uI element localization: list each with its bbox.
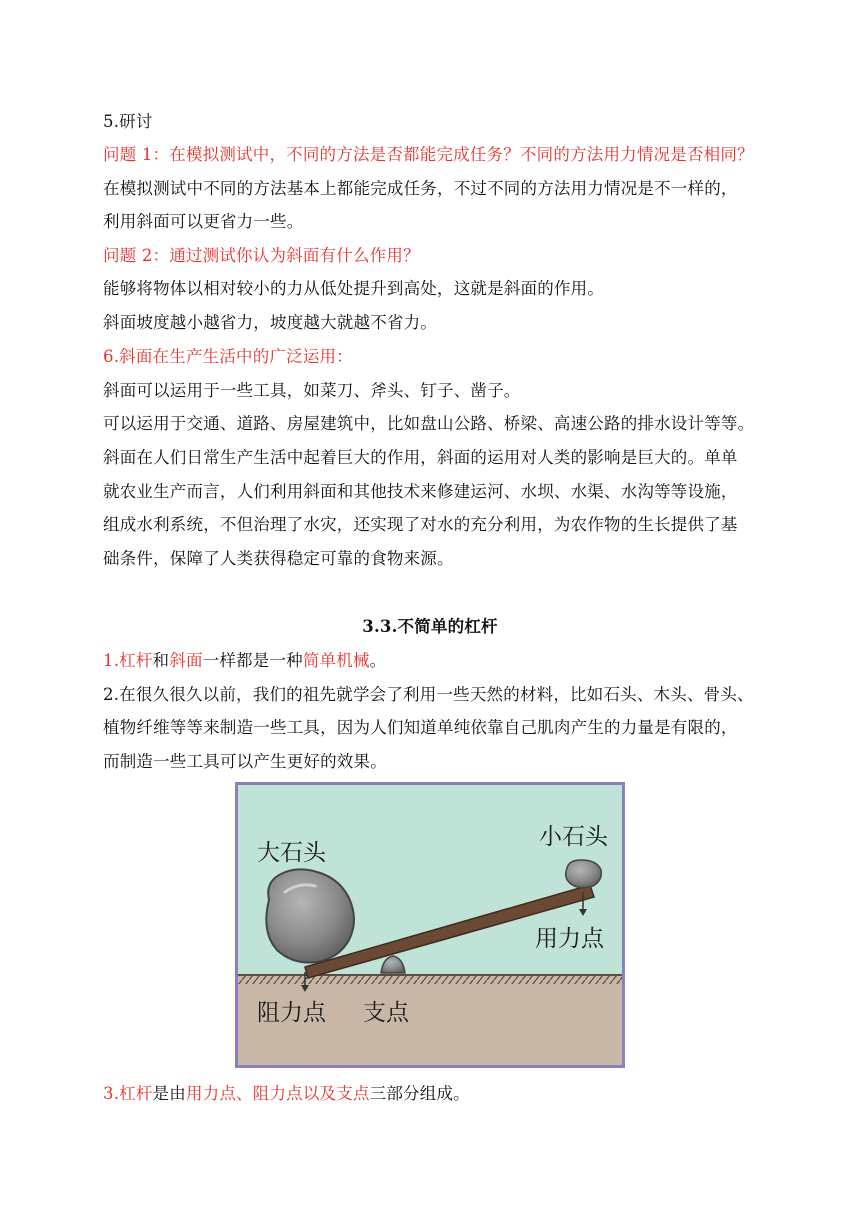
lever-diagram-svg [235, 782, 625, 1068]
point-3-parts: 用力点、阻力点以及支点 [185, 1084, 370, 1103]
lesson-point-3 [103, 1083, 763, 1105]
small-stone [566, 860, 602, 888]
lever-illustration [235, 782, 625, 1068]
answer-1-line-2: 利用斜面可以更省力一些。 [103, 212, 304, 231]
lesson-point-2-line-1: 2.在很久很久以前，我们的祖先就学会了利用一些天然的材料，比如石头、木头、骨头、 [103, 685, 754, 704]
section6-line-6: 础条件，保障了人类获得稳定可靠的食物来源。 [103, 549, 454, 568]
answer-1-line-1: 在模拟测试中不同的方法基本上都能完成任务，不过不同的方法用力情况是不一样的， [103, 179, 738, 198]
section6-line-1: 斜面可以运用于一些工具，如菜刀、斧头、钉子、凿子。 [103, 381, 521, 400]
section5-heading: 5.研讨 [103, 112, 153, 131]
lesson-point-2-line-2: 植物纤维等等来制造一些工具，因为人们知道单纯依靠自己肌肉产生的力量是有限的， [103, 718, 738, 737]
point-3-made-of: 是由 [152, 1084, 186, 1103]
section6-line-3: 斜面在人们日常生产生活中起着巨大的作用，斜面的运用对人类的影响是巨大的。单单 [103, 448, 738, 467]
section6-line-4: 就农业生产而言，人们利用斜面和其他技术来修建运河、水坝、水渠、水沟等等设施， [103, 482, 738, 501]
point-1-period: 。 [369, 651, 387, 670]
point-1-simple-machine: 简单机械 [302, 651, 370, 670]
lesson-title: 3.3.不简单的杠杆 [362, 617, 498, 636]
point-3-lever: 3.杠杆 [103, 1084, 153, 1103]
point-3-end: 三部分组成。 [369, 1084, 470, 1103]
question-1: 问题 1：在模拟测试中，不同的方法是否都能完成任务？不同的方法用力情况是否相同？ [103, 145, 754, 164]
label-small-stone: 小石头 [539, 824, 608, 850]
section6-heading: 6.斜面在生产生活中的广泛运用： [103, 347, 353, 366]
answer-2-line-1: 能够将物体以相对较小的力从低处提升到高处，这就是斜面的作用。 [103, 279, 604, 298]
point-1-lever: 1.杠杆 [103, 651, 153, 670]
section6-line-5: 组成水利系统，不但治理了水灾，还实现了对水的充分利用，为农作物的生长提供了基 [103, 515, 738, 534]
label-fulcrum: 支点 [363, 1000, 409, 1026]
answer-2-line-2: 斜面坡度越小越省力，坡度越大就越不省力。 [103, 313, 437, 332]
question-2: 问题 2：通过测试你认为斜面有什么作用？ [103, 246, 420, 265]
point-1-text: 一样都是一种 [202, 651, 303, 670]
point-1-and: 和 [152, 651, 170, 670]
label-big-stone: 大石头 [257, 840, 326, 866]
section6-line-2: 可以运用于交通、道路、房屋建筑中，比如盘山公路、桥梁、高速公路的排水设计等等。 [103, 414, 755, 433]
lesson-point-2-line-3: 而制造一些工具可以产生更好的效果。 [103, 752, 387, 771]
lesson-point-1 [103, 650, 763, 672]
label-effort-point: 用力点 [535, 926, 604, 952]
point-1-incline: 斜面 [169, 651, 203, 670]
label-resistance-point: 阻力点 [257, 1000, 326, 1026]
